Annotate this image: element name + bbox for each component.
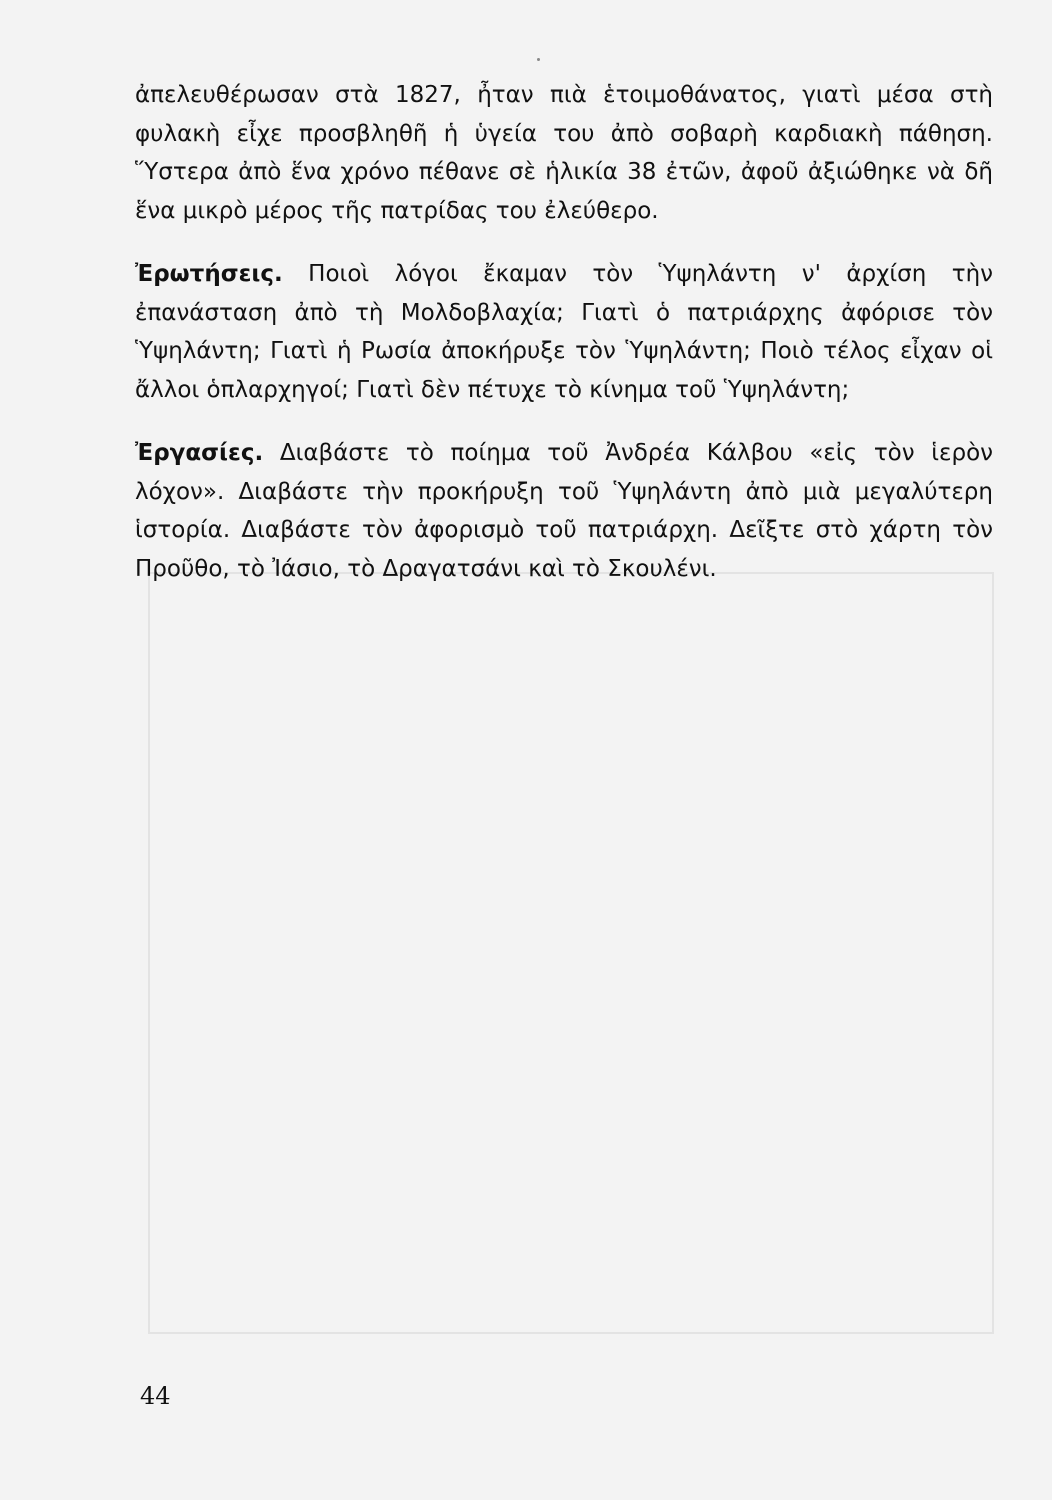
closing-paragraph: ἀπελευθέρωσαν στὰ 1827, ἦταν πιὰ ἑτοιμοθάνατος, γιατὶ μέσα στὴ φυλακὴ εἶχε προσβληθῆ ἡ ὑγεία του ἀπὸ σοβαρὴ καρδιακὴ πάθηση. Ὕστερα ἀπὸ ἕνα χρόνο πέθανε σὲ ἡλικία 38 ἐτῶν, ἀφοῦ ἀξιώθηκε νὰ δῆ ἕνα μικρὸ μέρος τῆς πατρίδας του ἐλεύθερο.	[135, 82, 993, 224]
exercises-label: Ἐργασίες.	[135, 440, 264, 466]
show-through-map-frame	[148, 572, 994, 1334]
paper-speck	[537, 58, 540, 61]
exercises-text: Διαβάστε τὸ ποίημα τοῦ Ἀνδρέα Κάλβου «εἰς τὸν ἱερὸν λόχον». Διαβάστε τὴν προκήρυξη τοῦ Ὑψηλάντη ἀπὸ μιὰ μεγαλύτερη ἱστορία. Διαβάστε τὸν ἀφορισμὸ τοῦ πατριάρχη. Δεῖξτε στὸ χάρτη τὸν Προῦθο, τὸ Ἰάσιο, τὸ Δραγατσάνι καὶ τὸ Σκουλένι.	[135, 440, 993, 582]
page-body	[135, 76, 993, 588]
questions-section	[135, 255, 993, 409]
page-number: 44	[140, 1382, 171, 1410]
exercises-section	[135, 434, 993, 588]
questions-label: Ἐρωτήσεις.	[135, 261, 283, 287]
questions-text: Ποιοὶ λόγοι ἔκαμαν τὸν Ὑψηλάντη ν' ἀρχίση τὴν ἐπανάσταση ἀπὸ τὴ Μολδοβλαχία; Γιατὶ ὁ πατριάρχης ἀφόρισε τὸν Ὑψηλάντη; Γιατὶ ἡ Ρωσία ἀποκήρυξε τὸν Ὑψηλάντη; Ποιὸ τέλος εἶχαν οἱ ἄλλοι ὁπλαρχηγοί; Γιατὶ δὲν πέτυχε τὸ κίνημα τοῦ Ὑψηλάντη;	[135, 261, 993, 403]
